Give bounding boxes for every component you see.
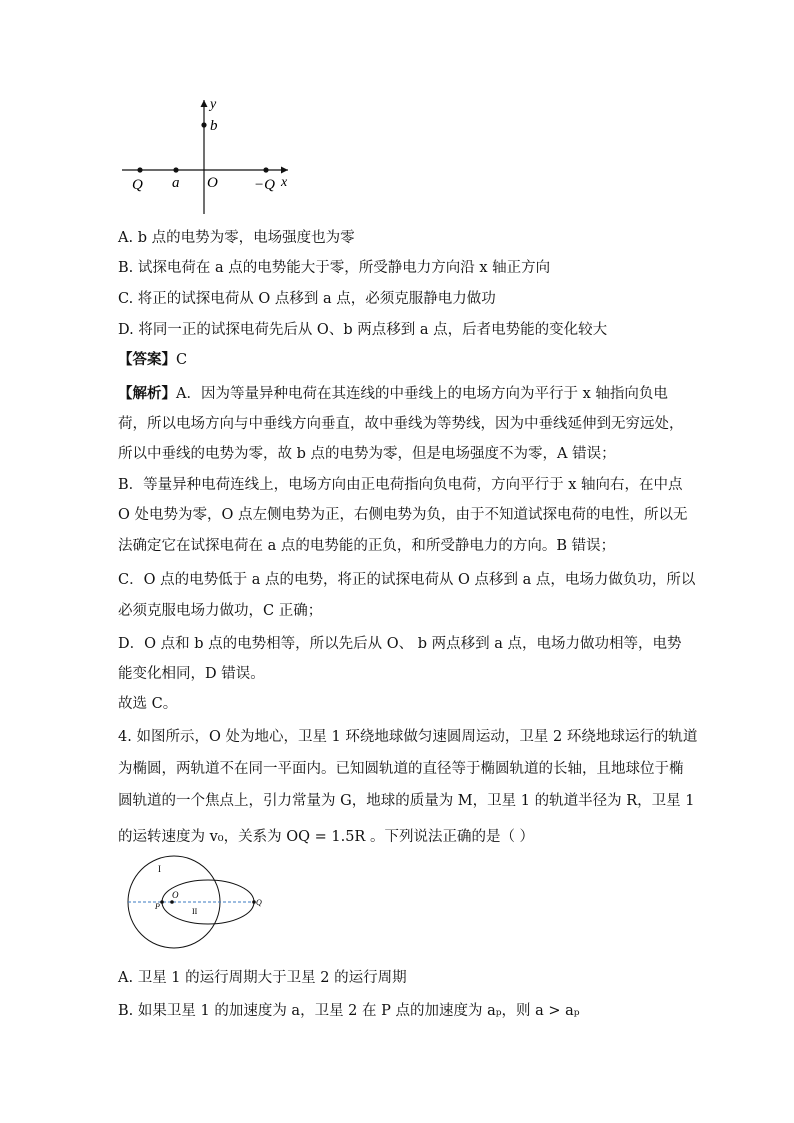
label-I: I	[158, 864, 161, 874]
q3-analysis-line-10: 能变化相同，D 错误。	[118, 666, 265, 682]
orbit-figure	[122, 852, 272, 952]
q3-option-a: A. b 点的电势为零，电场强度也为零	[118, 230, 355, 246]
q3-analysis-line-6: 法确定它在试探电荷在 a 点的电势能的正负，和所受静电力的方向。B 错误；	[118, 538, 616, 554]
label-O: O	[172, 890, 179, 900]
q3-analysis-line-4: B．等量异种电荷连线上，电场方向由正电荷指向负电荷，方向平行于 x 轴向右，在中点	[118, 477, 683, 493]
label-a: a	[172, 175, 180, 191]
label-II: II	[192, 907, 198, 916]
label-x: x	[281, 175, 288, 190]
label-O: O	[207, 175, 218, 191]
point-Q	[137, 167, 142, 172]
label-P: P	[155, 902, 160, 911]
q3-answer	[118, 350, 678, 370]
q3-analysis-line-9: D．O 点和 b 点的电势相等，所以先后从 O、 b 两点移到 a 点，电场力做功相等，电势	[118, 636, 682, 652]
q3-analysis-line-3: 所以中垂线的电势为零，故 b 点的电势为零，但是电场强度不为零，A 错误；	[118, 446, 616, 462]
point-b	[201, 122, 206, 127]
q3-option-b: B. 试探电荷在 a 点的电势能大于零，所受静电力方向沿 x 轴正方向	[118, 260, 551, 276]
q3-option-c: C. 将正的试探电荷从 O 点移到 a 点，必须克服静电力做功	[118, 291, 496, 307]
analysis-tag: 【解析】	[118, 385, 176, 402]
label-y: y	[210, 97, 217, 112]
q3-analysis-line-7: C．O 点的电势低于 a 点的电势，将正的试探电荷从 O 点移到 a 点，电场力做负功，所以	[118, 572, 696, 588]
q4-stem-line-4: 的运转速度为 v₀，关系为 OQ = 1.5R 。下列说法正确的是（ ）	[118, 829, 535, 845]
label-b: b	[210, 118, 218, 134]
q3-analysis-line-5: O 处电势为零，O 点左侧电势为正，右侧电势为负，由于不知道试探电荷的电性，所以无	[118, 507, 688, 523]
q4-option-a: A. 卫星 1 的运行周期大于卫星 2 的运行周期	[118, 970, 407, 986]
q4-stem-line-1: 4. 如图所示，O 处为地心，卫星 1 环绕地球做匀速圆周运动，卫星 2 环绕地球运行的轨道	[118, 729, 698, 745]
q3-analysis-line-1	[118, 384, 678, 404]
label-negQ: −Q	[254, 177, 275, 193]
answer-tag: 【答案】	[118, 351, 176, 368]
q3-analysis-line-2: 荷，所以电场方向与中垂线方向垂直，故中垂线为等势线，因为中垂线延伸到无穷远处，	[118, 416, 684, 432]
q3-analysis-line-8: 必须克服电场力做功，C 正确；	[118, 603, 323, 619]
point-negQ	[263, 167, 268, 172]
point-P	[160, 900, 164, 904]
analysis-text-1: A．因为等量异种电荷在其连线的中垂线上的电场方向为平行于 x 轴指向负电	[176, 386, 668, 402]
q4-stem-line-3: 圆轨道的一个焦点上，引力常量为 G，地球的质量为 M，卫星 1 的轨道半径为 R，卫星 1	[118, 793, 695, 809]
label-Q: Q	[256, 898, 262, 907]
q3-option-d: D. 将同一正的试探电荷先后从 O、b 两点移到 a 点，后者电势能的变化较大	[118, 322, 608, 338]
earth-center-O	[170, 900, 174, 904]
q4-option-b: B. 如果卫星 1 的加速度为 a，卫星 2 在 P 点的加速度为 aₚ，则 a > aₚ	[118, 1003, 580, 1019]
q4-stem-line-2: 为椭圆，两轨道不在同一平面内。已知圆轨道的直径等于椭圆轨道的长轴，且地球位于椭	[118, 761, 684, 777]
charge-axes-figure	[110, 92, 310, 222]
q3-conclusion: 故选 C。	[118, 696, 178, 712]
answer-value: C	[176, 352, 188, 368]
label-Q: Q	[132, 177, 143, 193]
point-a	[173, 167, 178, 172]
